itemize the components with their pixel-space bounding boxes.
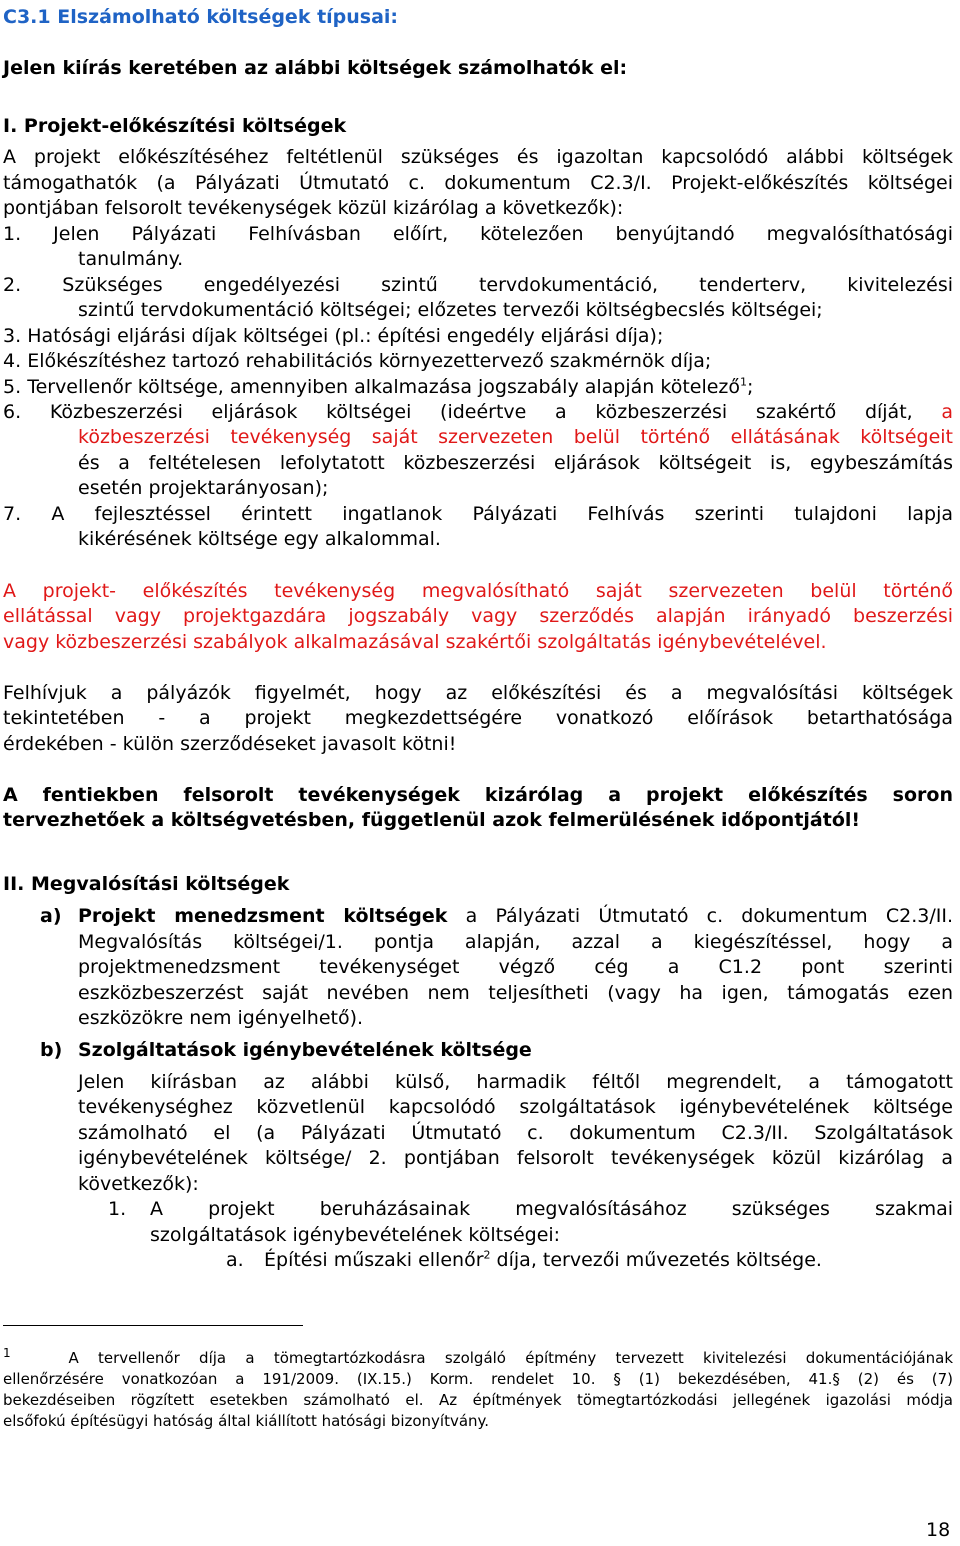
list-item-cont-highlight: közbeszerzési tevékenység saját szervezeten belül történő ellátásának költségeit — [78, 426, 953, 448]
section-heading: C3.1 Elszámolható költségek típusai: — [3, 6, 399, 28]
page-number: 18 — [926, 1519, 951, 1541]
footnote-separator — [3, 1325, 303, 1326]
list-item — [3, 375, 953, 400]
subsection-b-line: Jelen kiírásban az alábbi külső, harmadik féltől megrendelt, a támogatott — [78, 1071, 953, 1093]
subsection-b-line: igénybevételének költsége/ 2. pontjában felsorolt tevékenységek közül kizárólag a — [78, 1147, 953, 1169]
list-text: Előkészítéshez tartozó rehabilitációs környezettervező szakmérnök díja; — [27, 350, 712, 372]
list-item-cont: tanulmány. — [78, 248, 184, 270]
list-text: Hatósági eljárási díjak költségei (pl.: építési engedély eljárási díja); — [27, 325, 664, 347]
intro-text: Jelen kiírás keretében az alábbi költségek számolhatók el: — [3, 57, 628, 79]
subsection-label: a) — [40, 905, 62, 927]
footnote-text: A tervellenőr díja a tömegtartózkodásra szolgáló építmény tervezett kivitelezési dokumentációjának — [68, 1349, 953, 1367]
list-number: 2. — [3, 274, 22, 296]
list-item-cont: esetén projektarányosan); — [78, 477, 329, 499]
subsection-a-text: a Pályázati Útmutató c. dokumentum C2.3/II. — [447, 905, 953, 927]
subsublist-text: Építési műszaki ellenőr — [264, 1249, 484, 1271]
section1-text-line: A projekt előkészítéséhez feltétlenül szükséges és igazoltan kapcsolódó alábbi költségek — [3, 146, 953, 168]
list-item — [3, 222, 953, 247]
footnote-line: elsőfokú építésügyi hatóság által kiállított hatósági bizonyítvány. — [3, 1412, 490, 1430]
footnote-ref: 1 — [740, 375, 748, 389]
highlight-paragraph-line: A projekt- előkészítés tevékenység megvalósítható saját szervezeten belül történő — [3, 580, 953, 602]
list-item — [3, 349, 953, 374]
subsection-label: b) — [40, 1039, 63, 1061]
subsection-a-line: Megvalósítás költségei/1. pontja alapján, azzal a kiegészítéssel, hogy a — [78, 931, 953, 953]
subsection-a-line: eszközbeszerzést saját nevében nem teljesítheti (vagy ha igen, támogatás ezen — [78, 982, 953, 1004]
footnote-ref: 2 — [483, 1248, 491, 1262]
bold-paragraph-line: tervezhetőek a költségvetésben, függetlenül azok felmerülésének időpontjától! — [3, 809, 861, 831]
list-number: 7. — [3, 503, 22, 525]
footnote-line: ellenőrzésére vonatkozóan a 191/2009. (IX.15.) Korm. rendelet 10. § (1) bekezdésében, 41.§ (2) és (7) — [3, 1370, 953, 1388]
subsublist-item — [264, 1248, 953, 1273]
highlight-paragraph-line: ellátással vagy projektgazdára jogszabály vagy szerződés alapján irányadó beszerzési — [3, 605, 953, 627]
footnote-number: 1 — [3, 1346, 11, 1360]
list-text: Tervellenőr költsége, amennyiben alkalmazása jogszabály alapján kötelező — [27, 376, 741, 398]
list-text-tail: ; — [747, 376, 754, 398]
notice-paragraph-line: Felhívjuk a pályázók figyelmét, hogy az előkészítési és a megvalósítási költségek — [3, 682, 953, 704]
footnote-line: bekezdéseiben rögzített esetekben számolható el. Az építmények tömegtartózkodási jellegének igazolási módja — [3, 1391, 953, 1409]
list-item-cont: szintű tervdokumentáció költségei; előzetes tervezői költségbecslés költségei; — [78, 299, 823, 321]
footnote-line — [3, 1348, 953, 1369]
notice-paragraph-line: tekintetében - a projekt megkezdettségére vonatkozó előírások betarthatósága — [3, 707, 953, 729]
section2-title: II. Megvalósítási költségek — [3, 873, 290, 895]
section1-text-line: pontjában felsorolt tevékenységek közül kizárólag a következők): — [3, 197, 624, 219]
subsection-a-line — [78, 904, 953, 929]
list-number: 3. — [3, 325, 22, 347]
list-number: 6. — [3, 401, 22, 423]
section1-text-line: támogathatók (a Pályázati Útmutató c. dokumentum C2.3/I. Projekt-előkészítés költségei — [3, 172, 953, 194]
list-number: 4. — [3, 350, 22, 372]
list-number: 1. — [3, 223, 22, 245]
section1-title: I. Projekt-előkészítési költségek — [3, 115, 347, 137]
subsection-a-title: Projekt menedzsment költségek — [78, 905, 448, 927]
highlight-paragraph-line: vagy közbeszerzési szabályok alkalmazásával szakértői szolgáltatás igénybevételével. — [3, 631, 827, 653]
sublist-item: A projekt beruházásainak megvalósításához szükséges szakmai — [150, 1198, 953, 1220]
sublist-number: 1. — [108, 1198, 127, 1220]
list-text: Szükséges engedélyezési szintű tervdokumentáció, tenderterv, kivitelezési — [62, 274, 953, 296]
list-item — [3, 324, 953, 349]
subsection-b-title: Szolgáltatások igénybevételének költsége — [78, 1039, 532, 1061]
subsection-a-line: eszközökre nem igényelhető). — [78, 1007, 364, 1029]
list-item — [3, 273, 953, 298]
list-item-cont: kikérésének költsége egy alkalommal. — [78, 528, 441, 550]
list-text: Jelen Pályázati Felhívásban előírt, kötelezően benyújtandó megvalósíthatósági — [53, 223, 954, 245]
list-text: Közbeszerzési eljárások költségei (ideértve a közbeszerzési szakértő díját, — [49, 401, 913, 423]
notice-paragraph-line: érdekében - külön szerződéseket javasolt kötni! — [3, 733, 457, 755]
list-text: A fejlesztéssel érintett ingatlanok Pályázati Felhívás szerinti tulajdoni lapja — [51, 503, 953, 525]
bold-paragraph-line: A fentiekben felsorolt tevékenységek kizárólag a projekt előkészítés soron — [3, 784, 953, 806]
subsection-b-line: számolható el (a Pályázati Útmutató c. dokumentum C2.3/II. Szolgáltatások — [78, 1122, 953, 1144]
list-item-cont: és a feltételesen lefolytatott közbeszerzési eljárások költségeit is, egybeszámítás — [78, 452, 953, 474]
subsublist-text-tail: díja, tervezői művezetés költsége. — [490, 1249, 822, 1271]
subsection-a-line: projektmenedzsment tevékenységet végző cég a C1.2 pont szerinti — [78, 956, 953, 978]
list-item — [3, 502, 953, 527]
list-text-highlight: a — [912, 401, 954, 423]
subsection-b-line: tevékenységhez közvetlenül kapcsolódó szolgáltatások igénybevételének költsége — [78, 1096, 953, 1118]
subsection-b-line: következők): — [78, 1173, 199, 1195]
list-number: 5. — [3, 376, 22, 398]
sublist-item-cont: szolgáltatások igénybevételének költségei: — [150, 1224, 561, 1246]
subsublist-letter: a. — [226, 1249, 244, 1271]
list-item — [3, 400, 953, 425]
